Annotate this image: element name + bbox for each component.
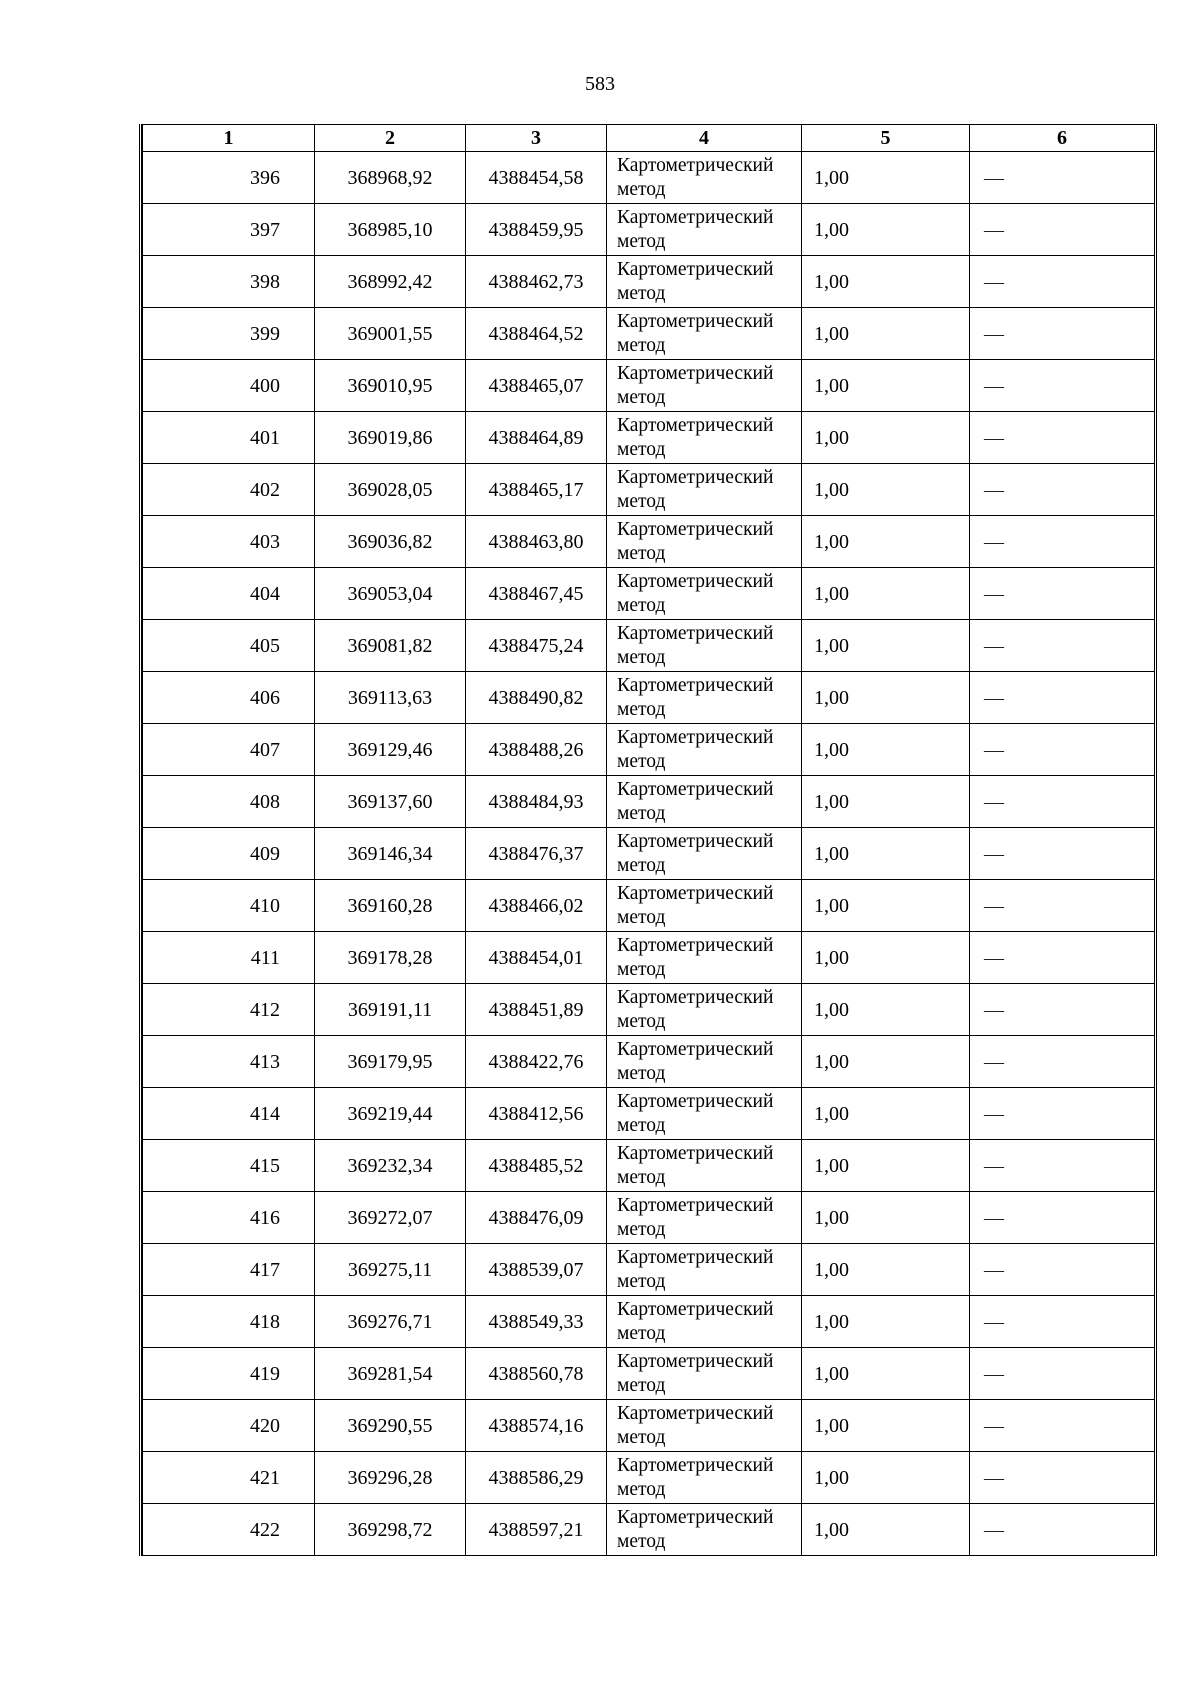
x-coordinate-cell: 369113,63 (315, 672, 466, 724)
table-row (143, 1296, 1155, 1348)
x-coordinate-cell: 369160,28 (315, 880, 466, 932)
table-row (143, 464, 1155, 516)
method-cell: Картометрический метод (607, 412, 802, 464)
x-coordinate-cell: 369191,11 (315, 984, 466, 1036)
table-row (143, 568, 1155, 620)
point-number-cell: 407 (143, 724, 315, 776)
note-cell: — (970, 984, 1155, 1036)
table-row (143, 1192, 1155, 1244)
y-coordinate-cell: 4388476,37 (466, 828, 607, 880)
table-row (143, 776, 1155, 828)
accuracy-cell: 1,00 (802, 880, 970, 932)
method-cell: Картометрический метод (607, 1088, 802, 1140)
table-row (143, 1244, 1155, 1296)
note-cell: — (970, 1088, 1155, 1140)
point-number-cell: 413 (143, 1036, 315, 1088)
note-cell: — (970, 1504, 1155, 1556)
accuracy-cell: 1,00 (802, 1452, 970, 1504)
method-cell: Картометрический метод (607, 776, 802, 828)
y-coordinate-cell: 4388451,89 (466, 984, 607, 1036)
y-coordinate-cell: 4388574,16 (466, 1400, 607, 1452)
table-row (143, 1400, 1155, 1452)
point-number-cell: 409 (143, 828, 315, 880)
accuracy-cell: 1,00 (802, 1140, 970, 1192)
note-cell: — (970, 516, 1155, 568)
x-coordinate-cell: 369276,71 (315, 1296, 466, 1348)
method-cell: Картометрический метод (607, 1140, 802, 1192)
y-coordinate-cell: 4388490,82 (466, 672, 607, 724)
table-row (143, 308, 1155, 360)
method-cell: Картометрический метод (607, 1452, 802, 1504)
point-number-cell: 414 (143, 1088, 315, 1140)
table-row (143, 620, 1155, 672)
point-number-cell: 403 (143, 516, 315, 568)
note-cell: — (970, 412, 1155, 464)
accuracy-cell: 1,00 (802, 672, 970, 724)
column-header-1: 1 (143, 125, 315, 152)
accuracy-cell: 1,00 (802, 308, 970, 360)
y-coordinate-cell: 4388539,07 (466, 1244, 607, 1296)
note-cell: — (970, 308, 1155, 360)
note-cell: — (970, 672, 1155, 724)
note-cell: — (970, 464, 1155, 516)
point-number-cell: 406 (143, 672, 315, 724)
point-number-cell: 398 (143, 256, 315, 308)
method-cell: Картометрический метод (607, 360, 802, 412)
note-cell: — (970, 724, 1155, 776)
x-coordinate-cell: 369053,04 (315, 568, 466, 620)
y-coordinate-cell: 4388484,93 (466, 776, 607, 828)
x-coordinate-cell: 369036,82 (315, 516, 466, 568)
table-body (143, 152, 1155, 1556)
y-coordinate-cell: 4388549,33 (466, 1296, 607, 1348)
accuracy-cell: 1,00 (802, 464, 970, 516)
x-coordinate-cell: 369296,28 (315, 1452, 466, 1504)
table-row (143, 1036, 1155, 1088)
x-coordinate-cell: 369290,55 (315, 1400, 466, 1452)
y-coordinate-cell: 4388475,24 (466, 620, 607, 672)
y-coordinate-cell: 4388560,78 (466, 1348, 607, 1400)
point-number-cell: 419 (143, 1348, 315, 1400)
method-cell: Картометрический метод (607, 1036, 802, 1088)
accuracy-cell: 1,00 (802, 1504, 970, 1556)
y-coordinate-cell: 4388412,56 (466, 1088, 607, 1140)
coordinates-table (142, 124, 1155, 1556)
method-cell: Картометрический метод (607, 880, 802, 932)
note-cell: — (970, 1036, 1155, 1088)
coordinates-table-container (139, 124, 1157, 1556)
method-cell: Картометрический метод (607, 1244, 802, 1296)
method-cell: Картометрический метод (607, 724, 802, 776)
point-number-cell: 408 (143, 776, 315, 828)
x-coordinate-cell: 369281,54 (315, 1348, 466, 1400)
table-row (143, 1452, 1155, 1504)
table-row (143, 516, 1155, 568)
note-cell: — (970, 1348, 1155, 1400)
table-row (143, 1088, 1155, 1140)
note-cell: — (970, 360, 1155, 412)
note-cell: — (970, 880, 1155, 932)
accuracy-cell: 1,00 (802, 1088, 970, 1140)
note-cell: — (970, 932, 1155, 984)
point-number-cell: 417 (143, 1244, 315, 1296)
accuracy-cell: 1,00 (802, 1348, 970, 1400)
x-coordinate-cell: 369275,11 (315, 1244, 466, 1296)
method-cell: Картометрический метод (607, 1192, 802, 1244)
note-cell: — (970, 1140, 1155, 1192)
y-coordinate-cell: 4388454,58 (466, 152, 607, 204)
note-cell: — (970, 1192, 1155, 1244)
accuracy-cell: 1,00 (802, 516, 970, 568)
accuracy-cell: 1,00 (802, 412, 970, 464)
point-number-cell: 405 (143, 620, 315, 672)
method-cell: Картометрический метод (607, 204, 802, 256)
method-cell: Картометрический метод (607, 152, 802, 204)
table-row (143, 828, 1155, 880)
x-coordinate-cell: 369298,72 (315, 1504, 466, 1556)
table-row (143, 724, 1155, 776)
table-header-row (143, 125, 1155, 152)
y-coordinate-cell: 4388463,80 (466, 516, 607, 568)
table-row (143, 412, 1155, 464)
x-coordinate-cell: 369146,34 (315, 828, 466, 880)
x-coordinate-cell: 369178,28 (315, 932, 466, 984)
note-cell: — (970, 152, 1155, 204)
point-number-cell: 418 (143, 1296, 315, 1348)
method-cell: Картометрический метод (607, 1348, 802, 1400)
point-number-cell: 404 (143, 568, 315, 620)
note-cell: — (970, 1296, 1155, 1348)
y-coordinate-cell: 4388597,21 (466, 1504, 607, 1556)
note-cell: — (970, 256, 1155, 308)
method-cell: Картометрический метод (607, 620, 802, 672)
accuracy-cell: 1,00 (802, 724, 970, 776)
y-coordinate-cell: 4388488,26 (466, 724, 607, 776)
x-coordinate-cell: 369272,07 (315, 1192, 466, 1244)
table-row (143, 1504, 1155, 1556)
point-number-cell: 410 (143, 880, 315, 932)
method-cell: Картометрический метод (607, 828, 802, 880)
y-coordinate-cell: 4388422,76 (466, 1036, 607, 1088)
note-cell: — (970, 1244, 1155, 1296)
accuracy-cell: 1,00 (802, 1296, 970, 1348)
x-coordinate-cell: 369137,60 (315, 776, 466, 828)
column-header-5: 5 (802, 125, 970, 152)
method-cell: Картометрический метод (607, 1400, 802, 1452)
point-number-cell: 397 (143, 204, 315, 256)
y-coordinate-cell: 4388476,09 (466, 1192, 607, 1244)
point-number-cell: 396 (143, 152, 315, 204)
point-number-cell: 420 (143, 1400, 315, 1452)
y-coordinate-cell: 4388462,73 (466, 256, 607, 308)
point-number-cell: 415 (143, 1140, 315, 1192)
method-cell: Картометрический метод (607, 464, 802, 516)
accuracy-cell: 1,00 (802, 828, 970, 880)
method-cell: Картометрический метод (607, 256, 802, 308)
point-number-cell: 421 (143, 1452, 315, 1504)
table-row (143, 1140, 1155, 1192)
y-coordinate-cell: 4388459,95 (466, 204, 607, 256)
accuracy-cell: 1,00 (802, 620, 970, 672)
method-cell: Картометрический метод (607, 568, 802, 620)
table-row (143, 984, 1155, 1036)
accuracy-cell: 1,00 (802, 1244, 970, 1296)
accuracy-cell: 1,00 (802, 1192, 970, 1244)
point-number-cell: 416 (143, 1192, 315, 1244)
accuracy-cell: 1,00 (802, 776, 970, 828)
page-number: 583 (585, 73, 615, 95)
table-row (143, 360, 1155, 412)
point-number-cell: 399 (143, 308, 315, 360)
table-row (143, 152, 1155, 204)
note-cell: — (970, 1400, 1155, 1452)
accuracy-cell: 1,00 (802, 568, 970, 620)
method-cell: Картометрический метод (607, 1296, 802, 1348)
y-coordinate-cell: 4388465,07 (466, 360, 607, 412)
column-header-3: 3 (466, 125, 607, 152)
point-number-cell: 411 (143, 932, 315, 984)
table-row (143, 204, 1155, 256)
accuracy-cell: 1,00 (802, 1400, 970, 1452)
y-coordinate-cell: 4388467,45 (466, 568, 607, 620)
y-coordinate-cell: 4388466,02 (466, 880, 607, 932)
x-coordinate-cell: 369028,05 (315, 464, 466, 516)
x-coordinate-cell: 368992,42 (315, 256, 466, 308)
x-coordinate-cell: 368985,10 (315, 204, 466, 256)
x-coordinate-cell: 369219,44 (315, 1088, 466, 1140)
accuracy-cell: 1,00 (802, 256, 970, 308)
y-coordinate-cell: 4388465,17 (466, 464, 607, 516)
point-number-cell: 401 (143, 412, 315, 464)
x-coordinate-cell: 369081,82 (315, 620, 466, 672)
accuracy-cell: 1,00 (802, 152, 970, 204)
y-coordinate-cell: 4388586,29 (466, 1452, 607, 1504)
method-cell: Картометрический метод (607, 516, 802, 568)
accuracy-cell: 1,00 (802, 1036, 970, 1088)
note-cell: — (970, 776, 1155, 828)
x-coordinate-cell: 368968,92 (315, 152, 466, 204)
method-cell: Картометрический метод (607, 308, 802, 360)
column-header-4: 4 (607, 125, 802, 152)
accuracy-cell: 1,00 (802, 360, 970, 412)
accuracy-cell: 1,00 (802, 932, 970, 984)
x-coordinate-cell: 369179,95 (315, 1036, 466, 1088)
x-coordinate-cell: 369129,46 (315, 724, 466, 776)
note-cell: — (970, 204, 1155, 256)
table-row (143, 256, 1155, 308)
note-cell: — (970, 568, 1155, 620)
method-cell: Картометрический метод (607, 984, 802, 1036)
point-number-cell: 422 (143, 1504, 315, 1556)
point-number-cell: 400 (143, 360, 315, 412)
note-cell: — (970, 1452, 1155, 1504)
accuracy-cell: 1,00 (802, 984, 970, 1036)
x-coordinate-cell: 369010,95 (315, 360, 466, 412)
x-coordinate-cell: 369019,86 (315, 412, 466, 464)
point-number-cell: 402 (143, 464, 315, 516)
point-number-cell: 412 (143, 984, 315, 1036)
method-cell: Картометрический метод (607, 672, 802, 724)
note-cell: — (970, 620, 1155, 672)
method-cell: Картометрический метод (607, 932, 802, 984)
x-coordinate-cell: 369001,55 (315, 308, 466, 360)
accuracy-cell: 1,00 (802, 204, 970, 256)
table-row (143, 932, 1155, 984)
y-coordinate-cell: 4388454,01 (466, 932, 607, 984)
table-row (143, 1348, 1155, 1400)
y-coordinate-cell: 4388464,52 (466, 308, 607, 360)
table-row (143, 672, 1155, 724)
table-row (143, 880, 1155, 932)
y-coordinate-cell: 4388464,89 (466, 412, 607, 464)
note-cell: — (970, 828, 1155, 880)
column-header-2: 2 (315, 125, 466, 152)
x-coordinate-cell: 369232,34 (315, 1140, 466, 1192)
column-header-6: 6 (970, 125, 1155, 152)
y-coordinate-cell: 4388485,52 (466, 1140, 607, 1192)
method-cell: Картометрический метод (607, 1504, 802, 1556)
